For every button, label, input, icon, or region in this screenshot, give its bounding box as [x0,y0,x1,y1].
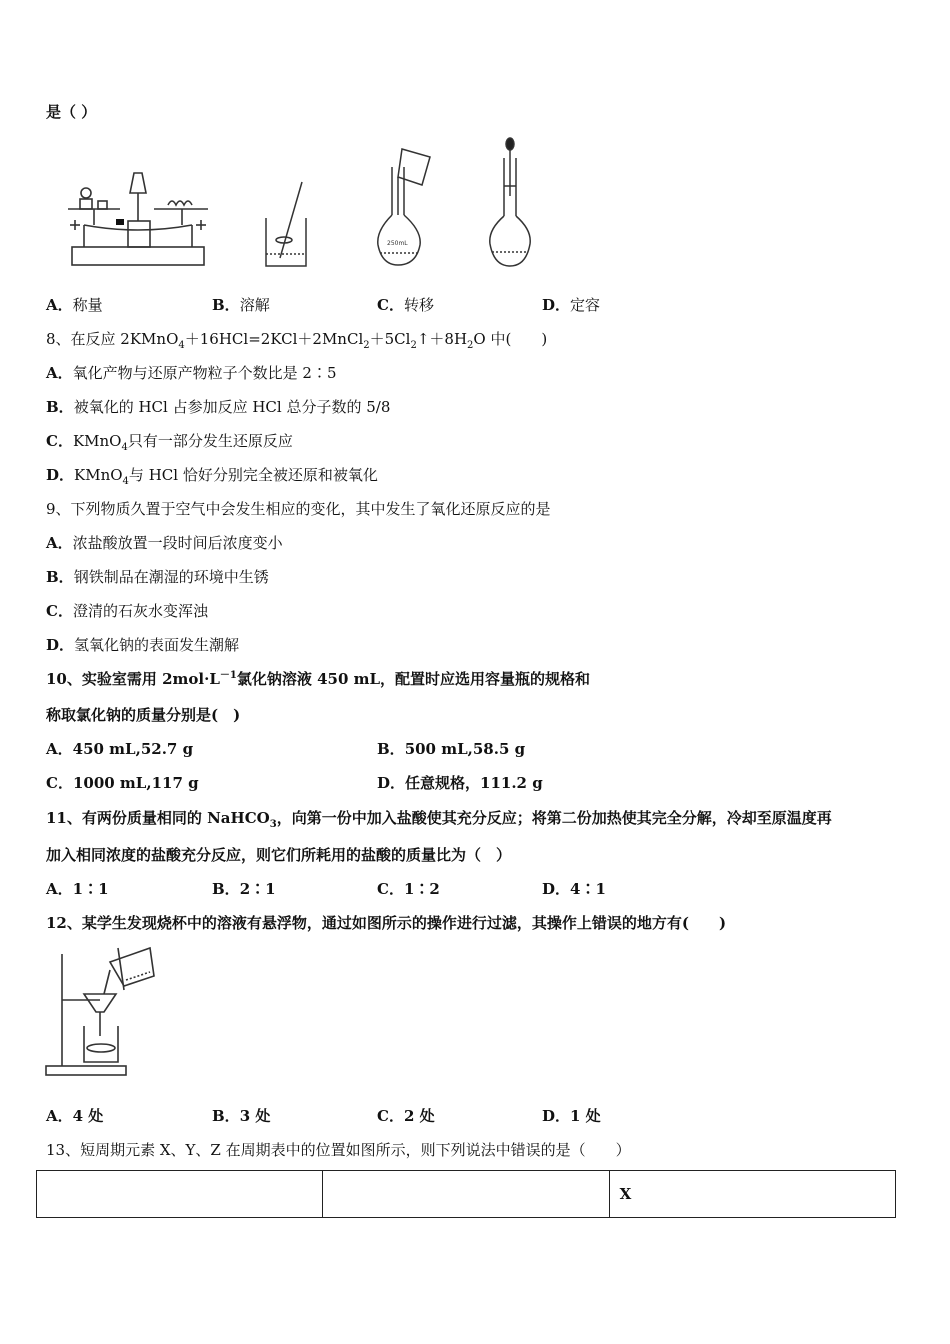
q11-option-b-text: 2∶1 [239,880,276,898]
q11-option-c-letter[interactable]: C． [377,880,404,898]
q7-option-d-text: 定容 [570,296,601,314]
q11-option-b[interactable] [212,879,276,899]
q11-option-d[interactable] [542,879,606,899]
question-9-stem: 9、下列物质久置于空气中会发生相应的变化，其中发生了氧化还原反应的是 [46,500,551,518]
q9-option-d[interactable] [46,635,239,655]
q10-option-a-text: 450 mL,52.7 g [72,740,194,758]
q8-option-d-letter[interactable]: D． [46,466,75,484]
q8-option-a-letter[interactable]: A． [46,364,73,382]
q11-stem-part: ，向第一份中加入盐酸使其充分反应；将第二份加热使其完全分解，冷却至原温度再 [276,809,832,827]
q11-option-a-letter[interactable]: A． [46,880,73,898]
q8-option-c-text: 只有一部分发生还原反应 [127,432,293,450]
question-7-stem-tail: 是（ ） [46,103,97,121]
q9-option-c[interactable] [46,601,208,621]
q9-option-c-letter[interactable]: C． [46,602,73,620]
q7-option-b-text: 溶解 [239,296,270,314]
q11-stem-sub: 3 [269,819,277,830]
q9-option-a-letter[interactable]: A． [46,534,73,552]
table-cell [323,1171,609,1218]
q8-option-d-sub: 4 [122,476,129,487]
q8-option-b[interactable] [46,397,390,417]
q8-option-a-text: 氧化产物与还原产物粒子个数比是 2∶5 [72,364,337,382]
q10-stem-part: 10、实验室需用 2mol·L [46,670,220,688]
q10-option-d-text: 任意规格，111.2 g [405,774,543,792]
q9-option-c-text: 澄清的石灰水变浑浊 [72,602,208,620]
q9-option-b[interactable] [46,567,269,587]
q10-stem-sup: －1 [219,670,237,681]
q12-option-a-letter[interactable]: A． [46,1107,73,1125]
question-8-stem [46,329,547,349]
q8-option-c-letter[interactable]: C． [46,432,73,450]
q8-option-d[interactable] [46,465,378,485]
q10-option-d[interactable] [377,773,543,793]
balance-scale-figure [64,165,212,270]
table-cell [37,1171,323,1218]
q12-option-d-text: 1 处 [570,1107,601,1125]
table-cell-x: X [609,1171,895,1218]
q12-option-b-text: 3 处 [239,1107,271,1125]
q12-option-a-text: 4 处 [72,1107,104,1125]
q10-option-a-letter[interactable]: A． [46,740,73,758]
q7-option-c-letter[interactable]: C． [377,296,404,314]
table-row [37,1171,896,1218]
q7-option-c-text: 转移 [403,296,434,314]
q11-option-d-letter[interactable]: D． [542,880,571,898]
q10-stem-part: 氯化钠溶液 450 mL，配置时应选用容量瓶的规格和 [236,670,591,688]
q9-option-b-letter[interactable]: B． [46,568,74,586]
q12-option-b[interactable] [212,1106,270,1126]
q8-option-d-text: KMnO [74,466,123,484]
make-to-volume-flask-figure [482,136,542,270]
q7-option-d-letter[interactable]: D． [542,296,571,314]
filtration-apparatus-figure [44,940,162,1078]
q8-stem-part: 8、在反应 2KMnO [46,330,179,348]
dissolve-beaker-figure [262,180,312,270]
q8-stem-part: ＋5Cl [369,330,411,348]
q8-stem-sub: 2 [363,340,370,351]
transfer-flask-figure [372,145,442,270]
q10-option-b-letter[interactable]: B． [377,740,405,758]
q11-option-c[interactable] [377,879,440,899]
q11-option-a-text: 1∶1 [72,880,109,898]
q11-option-d-text: 4∶1 [570,880,606,898]
q12-option-d-letter[interactable]: D． [542,1107,571,1125]
q10-option-c[interactable] [46,773,199,793]
q12-option-c-text: 2 处 [403,1107,435,1125]
q9-option-a-text: 浓盐酸放置一段时间后浓度变小 [72,534,283,552]
q12-option-c[interactable] [377,1106,435,1126]
question-11-stem-line2: 加入相同浓度的盐酸充分反应，则它们所耗用的盐酸的质量比为（ ） [46,846,512,864]
q10-option-b[interactable] [377,739,525,759]
q8-stem-sub: 2 [467,340,474,351]
q8-option-b-text: 被氧化的 HCl 占参加反应 HCl 总分子数的 5/8 [73,398,391,416]
question-10-stem-line1 [46,669,590,689]
question-13-stem: 13、短周期元素 X、Y、Z 在周期表中的位置如图所示，则下列说法中错误的是（ ） [46,1141,631,1159]
q8-stem-sub: 4 [178,340,185,351]
periodic-table-fragment [36,1170,896,1218]
q9-option-b-text: 钢铁制品在潮湿的环境中生锈 [73,568,269,586]
q8-stem-sub: 2 [410,340,417,351]
question-10-stem-line2: 称取氯化钠的质量分别是( ) [46,706,241,724]
q10-option-d-letter[interactable]: D． [377,774,406,792]
q8-option-c[interactable] [46,431,293,451]
q8-option-a[interactable] [46,363,337,383]
q12-option-c-letter[interactable]: C． [377,1107,404,1125]
q8-stem-part: ＋16HCl=2KCl＋2MnCl [184,330,364,348]
q12-option-d[interactable] [542,1106,601,1126]
question-11-stem-line1 [46,808,832,828]
q7-option-a-letter[interactable]: A． [46,296,73,314]
q7-option-a-text: 称量 [72,296,103,314]
q9-option-a[interactable] [46,533,283,553]
q8-option-c-sub: 4 [121,442,128,453]
q10-option-a[interactable] [46,739,193,759]
q8-option-d-text: 与 HCl 恰好分别完全被还原和被氧化 [128,466,378,484]
q8-option-c-text: KMnO [72,432,122,450]
q10-option-c-letter[interactable]: C． [46,774,73,792]
q7-option-b-letter[interactable]: B． [212,296,240,314]
flask-volume-label: 250mL [387,240,408,247]
q11-option-c-text: 1∶2 [403,880,440,898]
q10-option-c-text: 1000 mL,117 g [72,774,199,792]
q11-option-a[interactable] [46,879,109,899]
question-12-stem: 12、某学生发现烧杯中的溶液有悬浮物，通过如图所示的操作进行过滤，其操作上错误的地方有( ) [46,914,727,932]
q10-option-b-text: 500 mL,58.5 g [404,740,526,758]
q8-option-b-letter[interactable]: B． [46,398,74,416]
q9-option-d-letter[interactable]: D． [46,636,75,654]
q11-stem-part: 11、有两份质量相同的 NaHCO [46,809,270,827]
q8-stem-part: O 中( ) [473,330,548,348]
q11-option-b-letter[interactable]: B． [212,880,240,898]
q12-option-a[interactable] [46,1106,103,1126]
q9-option-d-text: 氢氧化钠的表面发生潮解 [74,636,240,654]
q8-stem-part: ↑＋8H [416,330,468,348]
q12-option-b-letter[interactable]: B． [212,1107,240,1125]
